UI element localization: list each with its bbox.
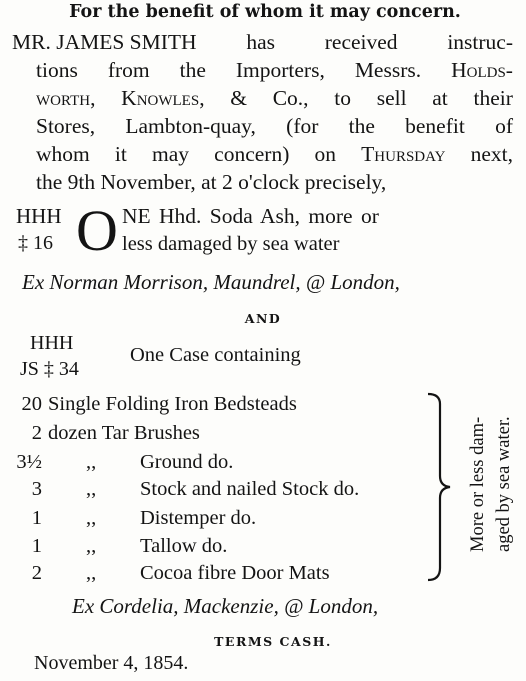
lot2-mark-top: HHH [30,332,74,354]
and-label: AND [244,311,282,326]
side-note-line-1: More or less dam- [468,416,488,552]
list-item: 1 ,, Tallow do. [31,535,228,557]
intro-line-5: whom it may concern) on Thursday next, [36,142,513,166]
side-note [462,378,522,590]
lot1-text-top: NE Hhd. Soda Ash, more or [122,204,379,228]
intro-line-2: tions from the Importers, Messrs. Holds- [36,58,513,82]
heading: For the benefit of whom it may concern. [69,2,461,22]
side-note-line-2: aged by sea water. [494,416,514,552]
lot2-ex: Ex Cordelia, Mackenzie, @ London, [72,594,379,618]
auctioneer-name: MR. JAMES SMITH [12,30,197,54]
intro-line-4: Stores, Lambton-quay, (for the benefit of [36,114,513,138]
intro-line-1: MR. JAMES SMITH has received instruc- [12,30,513,54]
lot1-text-bottom: less damaged by sea water [122,233,340,255]
list-item: 2 ,, Cocoa fibre Door Mats [31,562,330,584]
lot1-ex: Ex Norman Morrison, Maundrel, @ London, [22,270,400,294]
curly-bracket [426,392,460,582]
lot2-mark-bottom: JS ‡ 34 [20,358,79,380]
list-item: 20 Single Folding Iron Bedsteads [21,393,297,415]
terms-label: TERMS CASH. [214,634,332,649]
lot2-text: One Case containing [130,344,301,366]
list-item: 3 ,, Stock and nailed Stock do. [31,478,360,500]
intro-line-3: worth, Knowles, & Co., to sell at their [36,86,513,110]
lot1-mark-top: HHH [16,204,62,228]
list-item: 2 dozen Tar Brushes [31,422,200,444]
lot1-mark-bottom: ‡ 16 [18,232,53,254]
lot1-dropcap: O [76,198,118,263]
date-line: November 4, 1854. [34,652,189,674]
list-item: 3½ ,, Ground do. [16,451,234,473]
intro-line-6: the 9th November, at 2 o'clock precisely, [36,170,387,194]
list-item: 1 ,, Distemper do. [31,507,257,529]
